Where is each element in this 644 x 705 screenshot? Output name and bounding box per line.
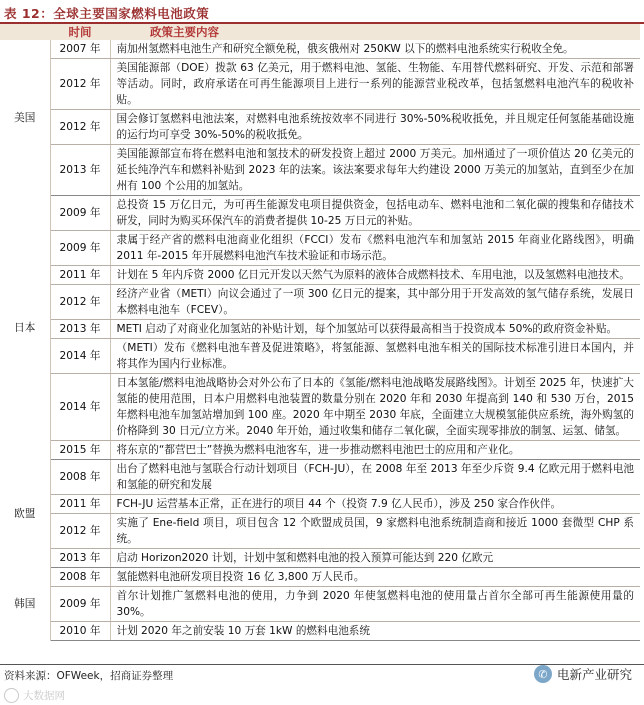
brand-mark [534, 665, 632, 683]
header-content: 政策主要内容 [110, 24, 640, 40]
year-cell: 2009 年 [50, 231, 110, 266]
brand-name: 电新产业研究 [556, 667, 632, 682]
header-country [0, 24, 50, 40]
country-cell: 美国 [0, 40, 50, 196]
year-cell: 2013 年 [50, 549, 110, 568]
year-cell: 2011 年 [50, 495, 110, 514]
table-row [0, 110, 640, 145]
policy-cell: 日本氢能/燃料电池战略协会对外公布了日本的《氢能/燃料电池战略发展路线图》。计划至 2025 年，快速扩大氢能的使用范围，日本户用燃料电池装置的数量分别在 2020 年和 2030 年提高到 140 和 530 万台，2015 年燃料电池车加氢站增加到 100 座。2020 年中期至 2030 年底，全面建立大规模氢能供应系统，海外购氢的价格降到 30 日元/立方米。2040 年开始，通过收集和储存二氧化碳，全面实现零排放的制氢、运氢、储氢。 [110, 374, 640, 441]
table-row [0, 622, 640, 641]
watermark-text: 大数据网 [23, 690, 65, 702]
country-cell: 日本 [0, 196, 50, 460]
year-cell: 2012 年 [50, 110, 110, 145]
policy-cell: 计划 2020 年之前安装 10 万套 1kW 的燃料电池系统 [110, 622, 640, 641]
policy-cell: 南加州氢燃料电池生产和研究全额免税，俄亥俄州对 250KW 以下的燃料电池系统实行税收全免。 [110, 40, 640, 59]
table-row [0, 266, 640, 285]
watermark-logo-icon [4, 688, 19, 703]
table-row [0, 514, 640, 549]
year-cell: 2013 年 [50, 145, 110, 196]
table-row [0, 568, 640, 587]
year-cell: 2012 年 [50, 59, 110, 110]
country-cell: 韩国 [0, 568, 50, 641]
table-row [0, 59, 640, 110]
policy-cell: 美国能源部（DOE）拨款 63 亿美元，用于燃料电池、氢能、生物能、车用替代燃料研究、开发、示范和部署等活动。同时，政府承诺在可再生能源项目上进行一系列的能源营业税改革，包括氢燃料电池汽车的税收补贴。 [110, 59, 640, 110]
table-row [0, 549, 640, 568]
watermark [4, 688, 65, 703]
table-header-row [0, 24, 640, 40]
table-row [0, 460, 640, 495]
policy-cell: FCH-JU 运营基本正常，正在进行的项目 44 个（投资 7.9 亿人民币），涉及 250 家合作伙伴。 [110, 495, 640, 514]
table-row [0, 40, 640, 59]
table-row [0, 145, 640, 196]
policy-cell: 首尔计划推广氢燃料电池的使用，力争到 2020 年使氢燃料电池的使用量占首尔全部可再生能源使用量的 30%。 [110, 587, 640, 622]
year-cell: 2012 年 [50, 285, 110, 320]
wechat-icon: ✆ [534, 665, 552, 683]
year-cell: 2011 年 [50, 266, 110, 285]
policy-cell: 将东京的“都营巴士”替换为燃料电池客车，进一步推动燃料电池巴士的应用和产业化。 [110, 441, 640, 460]
table-row [0, 374, 640, 441]
policy-cell: 经济产业省（METI）向议会通过了一项 300 亿日元的提案，其中部分用于开发高效的氢气储存系统，发展日本燃料电池车（FCEV）。 [110, 285, 640, 320]
policy-cell: （METI）发布《燃料电池车普及促进策略》，将氢能源、氢燃料电池车相关的国际技术标准引进日本国内，并将其作为国内行业标准。 [110, 339, 640, 374]
source-note: 资料来源：OFWeek，招商证券整理 [4, 670, 174, 682]
year-cell: 2008 年 [50, 460, 110, 495]
table-title: 表 12：全球主要国家燃料电池政策 [4, 6, 210, 21]
policy-cell: 隶属于经产省的燃料电池商业化组织（FCCI）发布《燃料电池汽车和加氢站 2015 年商业化路线图》，明确 2011 年-2015 年开展燃料电池汽车技术验证和市场示范。 [110, 231, 640, 266]
policy-cell: 启动 Horizon2020 计划，计划中氢和燃料电池的投入预算可能达到 220 亿欧元 [110, 549, 640, 568]
table-row [0, 441, 640, 460]
policy-cell: 氢能燃料电池研发项目投资 16 亿 3,800 万人民币。 [110, 568, 640, 587]
table-row [0, 495, 640, 514]
table-row [0, 587, 640, 622]
table-row [0, 231, 640, 266]
policy-cell: 计划在 5 年内斥资 2000 亿日元开发以天然气为原料的液体合成燃料技术、车用电池，以及氢燃料电池技术。 [110, 266, 640, 285]
policy-cell: 实施了 Ene-field 项目，项目包含 12 个欧盟成员国，9 家燃料电池系统制造商和接近 1000 套微型 CHP 系统。 [110, 514, 640, 549]
policy-table [0, 24, 640, 641]
year-cell: 2009 年 [50, 196, 110, 231]
table-row [0, 320, 640, 339]
year-cell: 2015 年 [50, 441, 110, 460]
country-cell: 欧盟 [0, 460, 50, 568]
year-cell: 2009 年 [50, 587, 110, 622]
policy-cell: 出台了燃料电池与氢联合行动计划项目（FCH-JU），在 2008 年至 2013 年至少斥资 9.4 亿欧元用于燃料电池和氢能的研究和发展 [110, 460, 640, 495]
policy-cell: METI 启动了对商业化加氢站的补贴计划，每个加氢站可以获得最高相当于投资成本 50%的政府资金补贴。 [110, 320, 640, 339]
year-cell: 2007 年 [50, 40, 110, 59]
table-row [0, 339, 640, 374]
policy-cell: 美国能源部宣布将在燃料电池和氢技术的研发投资上超过 2000 万美元。加州通过了一项价值达 20 亿美元的延长纯净汽车和燃料补贴到 2023 年的法案。该法案要求每年大约建设 2000 万美元的加氢站，直到至少在加州有 100 个公用的加氢站。 [110, 145, 640, 196]
year-cell: 2013 年 [50, 320, 110, 339]
year-cell: 2014 年 [50, 339, 110, 374]
table-row [0, 196, 640, 231]
table-row [0, 285, 640, 320]
year-cell: 2014 年 [50, 374, 110, 441]
policy-cell: 国会修订氢燃料电池法案，对燃料电池系统按效率不同进行 30%-50%税收抵免，并且规定任何氢能基础设施的运行均可享受 30%-50%的税收抵免。 [110, 110, 640, 145]
header-time: 时间 [50, 24, 110, 40]
policy-cell: 总投资 15 万亿日元，为可再生能源发电项目提供资金，包括电动车、燃料电池和二氧化碳的搜集和存储技术研发，同时为购买环保汽车的消费者提供 10-25 万日元的补贴。 [110, 196, 640, 231]
table-body [0, 40, 640, 641]
year-cell: 2012 年 [50, 514, 110, 549]
year-cell: 2010 年 [50, 622, 110, 641]
year-cell: 2008 年 [50, 568, 110, 587]
